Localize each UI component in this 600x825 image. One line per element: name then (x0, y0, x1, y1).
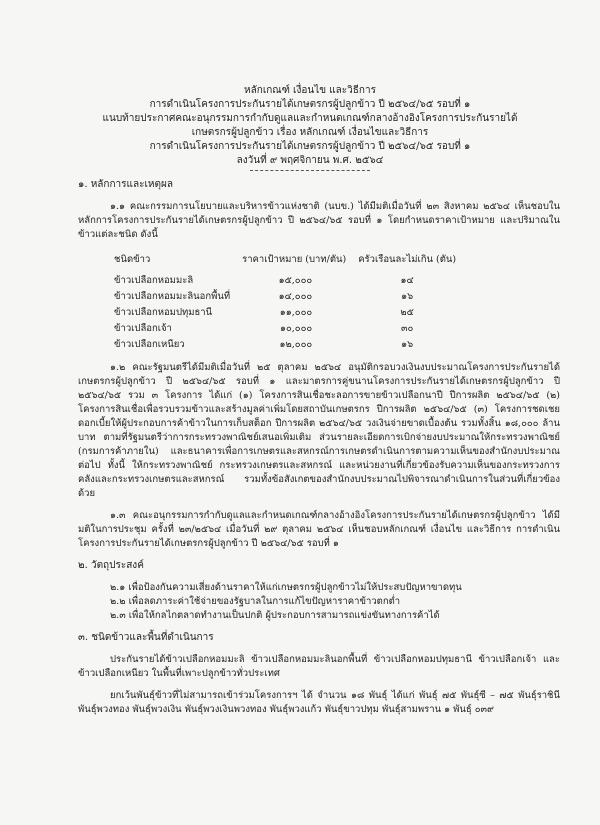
header-title: หลักเกณฑ์ เงื่อนไข และวิธีการ (244, 85, 376, 96)
section1-heading: ๑. หลักการและเหตุผล (78, 179, 173, 190)
document-body (78, 178, 560, 717)
rice-type: ข้าวเปลือกหอมปทุมธานี (114, 307, 213, 318)
table-row (108, 273, 462, 289)
section2-item-3: ๒.๓ เพื่อให้กลไกตลาดทำงานเป็นปกติ ผู้ประกอบการสามารถแข่งขันทางการค้าได้ (110, 610, 440, 621)
header-divider (250, 170, 370, 171)
rice-max: ๑๔ (400, 275, 414, 286)
document-header (60, 84, 560, 171)
rice-max: ๑๖ (401, 291, 414, 302)
section3-heading: ๓. ชนิดข้าวและพื้นที่ดำเนินการ (78, 632, 214, 643)
section1-paragraph-2: ๑.๒ คณะรัฐมนตรีได้มีมติเมื่อวันที่ ๒๕ ตุลาคม ๒๕๖๔ อนุมัติกรอบวงเงินงบประมาณโครงการประกันรายได้เกษตรกรผู้ปลูกข้าว ปี ๒๕๖๔/๖๕ รอบที่ ๑ และมาตรการคู่ขนานโครงการประกันรายได้เกษตรกรผู้ปลูกข้าว ปี ๒๕๖๔/๖๕ รวม ๓ โครงการ ได้แก่ (๑) โครงการสินเชื่อชะลอการขายข้าวเปลือกนาปี ปีการผลิต ๒๕๖๔/๖๕ (๒) โครงการสินเชื่อเพื่อรวบรวมข้าวและสร้างมูลค่าเพิ่มโดยสถาบันเกษตรกร ปีการผลิต ๒๕๖๔/๖๕ (๓) โครงการชดเชยดอกเบี้ยให้ผู้ประกอบการค้าข้าวในการเก็บสต็อก ปีการผลิต ๒๕๖๔/๖๕ วงเงินจ่ายขาดเบื้องต้น รวมทั้งสิ้น ๑๘,๐๐๐ ล้านบาท ตามที่รัฐมนตรีว่าการกระทรวงพาณิชย์เสนอเพิ่มเติม ส่วนรายละเอียดการเบิกจ่ายงบประมาณให้กระทรวงพาณิชย์ (กรมการค้าภายใน) และธนาคารเพื่อการเกษตรและสหกรณ์การเกษตรดำเนินการตามความเห็นของสำนักงบประมาณต่อไป ทั้งนี้ ให้กระทรวงพาณิชย์ กระทรวงเกษตรและสหกรณ์ และหน่วยงานที่เกี่ยวข้องรับความเห็นของกระทรวงการคลังและกระทรวงเกษตรและสหกรณ์ รวมทั้งข้อสังเกตของสำนักงบประมาณไปพิจารณาดำเนินการในส่วนที่เกี่ยวข้องด้วย (78, 362, 560, 499)
rice-max: ๑๖ (401, 339, 414, 350)
section2-heading: ๒. วัตถุประสงค์ (78, 560, 144, 571)
header-subtitle: การดำเนินโครงการประกันรายได้เกษตรกรผู้ปลูกข้าว ปี ๒๕๖๔/๖๕ รอบที่ ๑ (149, 99, 471, 110)
rice-max: ๓๐ (401, 323, 414, 334)
rice-price: ๑๒,๐๐๐ (279, 339, 313, 350)
table-header-row (108, 252, 462, 273)
header-annex-line: แนบท้ายประกาศคณะอนุกรรมการกำกับดูแลและกำหนดเกณฑ์กลางอ้างอิงโครงการประกันรายได้ (102, 113, 518, 124)
table-row (108, 321, 462, 337)
rice-type: ข้าวเปลือกเจ้า (114, 323, 172, 334)
section3-paragraph-1: ประกันรายได้ข้าวเปลือกหอมมะลิ ข้าวเปลือกหอมมะลินอกพื้นที่ ข้าวเปลือกหอมปทุมธานี ข้าวเปลือกเจ้า และข้าวเปลือกเหนียว ในพื้นที่เพาะปลูกข้าวทั่วประเทศ (78, 654, 560, 679)
table-header-max: ครัวเรือนละไม่เกิน (ตัน) (358, 254, 457, 265)
table-row (108, 305, 462, 321)
rice-price: ๑๔,๐๐๐ (278, 291, 313, 302)
header-project-line: การดำเนินโครงการประกันรายได้เกษตรกรผู้ปลูกข้าว ปี ๒๕๖๔/๖๕ รอบที่ ๑ (149, 141, 471, 152)
header-date-line: ลงวันที่ ๙ พฤศจิกายน พ.ศ. ๒๕๖๔ (236, 155, 384, 166)
rice-price: ๑๑,๐๐๐ (279, 307, 313, 318)
rice-price: ๑๐,๐๐๐ (279, 323, 313, 334)
rice-type: ข้าวเปลือกหอมมะลิ (114, 275, 194, 286)
rice-price: ๑๕,๐๐๐ (278, 275, 313, 286)
table-header-type: ชนิดข้าว (114, 254, 151, 265)
table-header-price: ราคาเป้าหมาย (บาท/ตัน) (242, 254, 347, 265)
rice-type: ข้าวเปลือกหอมมะลินอกพื้นที่ (114, 291, 231, 302)
rice-price-table (108, 252, 462, 353)
rice-type: ข้าวเปลือกเหนียว (114, 339, 185, 350)
section2-item-1: ๒.๑ เพื่อป้องกันความเสี่ยงด้านราคาให้แก่เกษตรกรผู้ปลูกข้าวไม่ให้ประสบปัญหาขาดทุน (110, 582, 462, 593)
section2-item-2: ๒.๒ เพื่อลดภาระค่าใช้จ่ายของรัฐบาลในการแก้ไขปัญหาราคาข้าวตกต่ำ (110, 596, 401, 607)
table-row (108, 337, 462, 353)
rice-max: ๒๕ (400, 307, 414, 318)
section1-paragraph-1: ๑.๑ คณะกรรมการนโยบายและบริหารข้าวแห่งชาติ (นบข.) ได้มีมติเมื่อวันที่ ๒๓ สิงหาคม ๒๕๖๔ เห็นชอบในหลักการโครงการประกันรายได้เกษตรกรผู้ปลูกข้าว ปี ๒๕๖๔/๖๕ รอบที่ ๑ โดยกำหนดราคาเป้าหมาย และปริมาณในข้าวแต่ละชนิด ดังนี้ (78, 201, 560, 240)
section3-paragraph-2: ยกเว้นพันธุ์ข้าวที่ไม่สามารถเข้าร่วมโครงการฯ ได้ จำนวน ๑๘ พันธุ์ ได้แก่ พันธุ์ ๗๕ พันธุ์ซี – ๗๕ พันธุ์ราชินี พันธุ์พวงทอง พันธุ์พวงเงิน พันธุ์พวงเงินพวงทอง พันธุ์พวงแก้ว พันธุ์ขาวปทุม พันธุ์สามพราน ๑ พันธุ์ ๐๓๙ (78, 690, 560, 715)
header-subject-line: เกษตรกรผู้ปลูกข้าว เรื่อง หลักเกณฑ์ เงื่อนไขและวิธีการ (191, 127, 429, 138)
table-row (108, 289, 462, 305)
section1-paragraph-3: ๑.๓ คณะอนุกรรมการกำกับดูแลและกำหนดเกณฑ์กลางอ้างอิงโครงการประกันรายได้เกษตรกรผู้ปลูกข้าว ได้มีมติในการประชุม ครั้งที่ ๒๓/๒๕๖๔ เมื่อวันที่ ๒๙ ตุลาคม ๒๕๖๔ เห็นชอบหลักเกณฑ์ เงื่อนไข และวิธีการ การดำเนินโครงการประกันรายได้เกษตรกรผู้ปลูกข้าว ปี ๒๕๖๔/๖๕ รอบที่ ๑ (78, 510, 560, 549)
